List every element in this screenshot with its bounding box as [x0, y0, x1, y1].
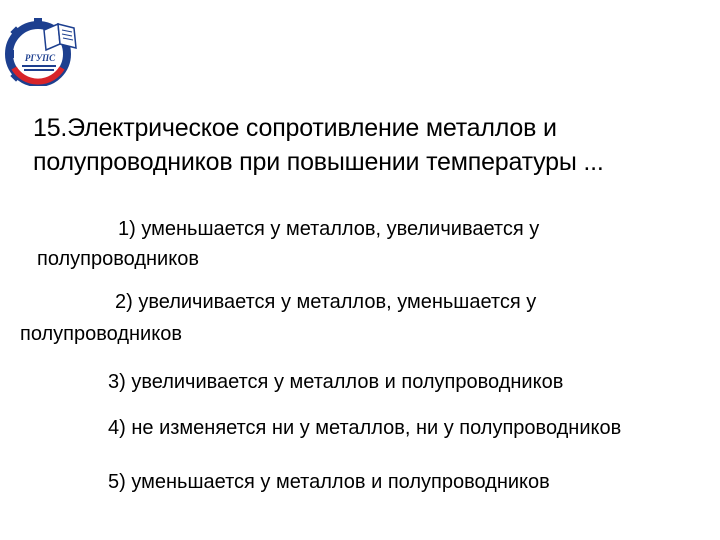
option-1-line-1: 1) уменьшается у металлов, увеличивается у — [118, 218, 540, 240]
option-1-line-2: полупроводников — [37, 248, 199, 270]
option-2-line-2: полупроводников — [20, 323, 182, 345]
option-2-line-1: 2) увеличивается у металлов, уменьшается у — [115, 291, 537, 313]
question-text — [33, 111, 673, 179]
question-line-1: 15.Электрическое сопротивление металлов и — [33, 114, 557, 142]
option-4: 4) не изменяется ни у металлов, ни у полупроводников — [108, 417, 622, 439]
logo-wordmark: РГУПС — [24, 53, 56, 63]
university-logo — [0, 10, 86, 86]
question-line-2: полупроводников при повышении температуры ... — [33, 148, 604, 176]
option-3: 3) увеличивается у металлов и полупроводников — [108, 371, 564, 393]
option-5: 5) уменьшается у металлов и полупроводников — [108, 471, 550, 493]
